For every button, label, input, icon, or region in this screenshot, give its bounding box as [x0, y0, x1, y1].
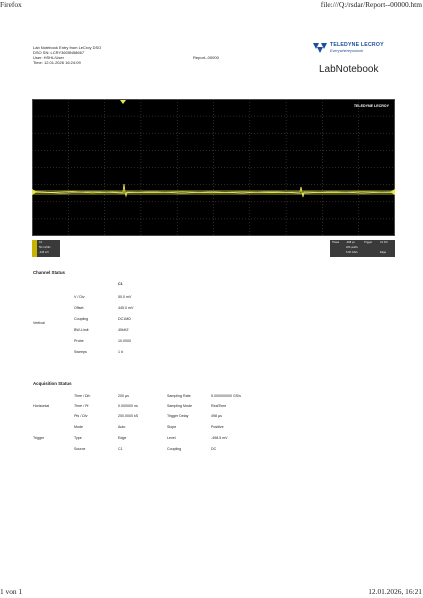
sample-rate: 5.00 GS/s [346, 251, 358, 254]
product-title: LabNotebook [319, 64, 379, 75]
table-cell-value: Edge [118, 436, 127, 440]
table-cell-label: Sweeps [74, 350, 87, 354]
page-url: file:///Q:/rsdar/Report--00000.htm [320, 0, 422, 9]
table-cell-value: 50.0 mV [118, 295, 132, 299]
table-cell-label: Pts / Div [74, 414, 88, 418]
table-cell-value: Positive [211, 425, 224, 429]
table-cell-label: BW-Limit [74, 328, 89, 332]
table-cell-label: Mode [74, 425, 83, 429]
teledyne-logo-icon [312, 41, 328, 53]
table-cell-value: 200 µs [118, 394, 129, 398]
horizontal-group-label: Horizontal [33, 404, 50, 408]
table-cell-value: DC1MΩ [118, 317, 131, 321]
table-cell-label: Sampling Mode [167, 404, 192, 408]
channel-column-header: C1 [118, 282, 123, 286]
header-line: Lab Notebook Entry from LeCroy DSO [33, 45, 102, 50]
table-cell-value: 40kHZ [118, 328, 129, 332]
table-cell-label: Source [74, 447, 86, 451]
report-header-lines [33, 45, 101, 65]
table-cell-value: 445.0 mV [118, 306, 134, 310]
table-cell-label: Time / Pt [74, 404, 89, 408]
brand-name: TELEDYNE LECROY [330, 42, 384, 48]
table-cell-value: DC [211, 447, 217, 451]
channel-vdiv: 50 mV/div [39, 246, 51, 249]
table-cell-label: Coupling [74, 317, 89, 321]
table-cell-label: Sampling Rate [167, 394, 191, 398]
waveform-plot [32, 99, 395, 236]
table-cell-value: Auto [118, 425, 126, 429]
trigger-label: Trigger [364, 241, 373, 244]
channel-status-heading: Channel Status [33, 270, 65, 275]
table-cell-label: Slope [167, 425, 177, 429]
channel-info-box [32, 240, 60, 257]
table-cell-label: Type [74, 436, 82, 440]
page-counter: 1 von 1 [0, 587, 23, 596]
browser-title: Firefox [0, 0, 22, 9]
trigger-position-icon [120, 100, 126, 104]
brand-tagline: Everywhereyoulook [330, 49, 364, 53]
table-cell-value: 200.0000 kS [118, 414, 139, 418]
table-cell-label: Level [167, 436, 176, 440]
table-cell-value: 10.0000 [118, 339, 131, 343]
report-id: Report--00000 [193, 55, 219, 60]
header-line: DSO SN: LCRY3605N58667 [33, 50, 85, 55]
vertical-group-label: Vertical [33, 321, 45, 325]
tbase-value: -498 µs [346, 241, 355, 244]
table-cell-value: 498 µs [211, 414, 222, 418]
header-line: User: HSHL/User [33, 55, 64, 60]
channel-offset: -445 mV [39, 251, 49, 254]
table-cell-label: Time / Div [74, 394, 91, 398]
channel-label: C1 [39, 241, 43, 244]
table-cell-label: V / Div [74, 295, 85, 299]
table-cell-label: Coupling [167, 447, 182, 451]
table-cell-value: 1 # [118, 350, 123, 354]
channel-color-tab [32, 240, 37, 257]
tbase-label: Tbase [332, 241, 340, 244]
table-cell-label: Probe [74, 339, 84, 343]
scope-grid [32, 99, 395, 236]
table-cell-label: Offset [74, 306, 84, 310]
table-cell-value: C1 [118, 447, 123, 451]
trigger-value: C1 DC [380, 241, 388, 244]
print-datetime: 12.01.2026, 16:21 [368, 587, 422, 596]
acquisition-status-heading: Acquisition Status [33, 381, 72, 386]
timebase-div: 200 µs/div [346, 246, 358, 249]
header-line: Time: 12.01.2026 16:24:09 [33, 60, 81, 65]
trigger-group-label: Trigger [33, 436, 45, 440]
table-cell-value: RealTime [211, 404, 227, 408]
table-cell-label: Trigger Delay [167, 414, 189, 418]
table-cell-value: 0.000000 ns [118, 404, 138, 408]
table-cell-value: 5.000000000 GS/s [211, 394, 241, 398]
scope-screen [32, 99, 395, 236]
table-cell-value: -498.5 mV [211, 436, 228, 440]
trigger-type: Edge [380, 251, 387, 254]
scope-logo: TELEDYNE LECROY [353, 104, 389, 108]
timebase-info-box [330, 240, 395, 257]
